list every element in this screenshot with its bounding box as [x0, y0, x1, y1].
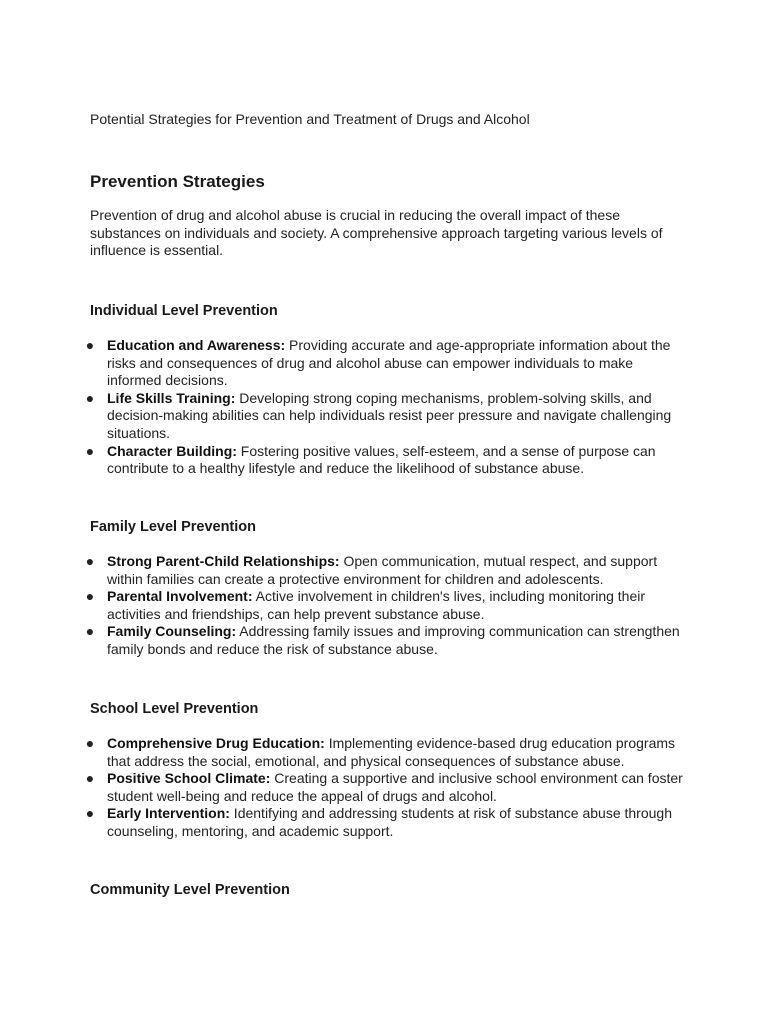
community-level-section — [90, 882, 686, 916]
list-item — [85, 770, 686, 805]
list-item-term: Family Counseling: — [107, 623, 237, 640]
list-item — [85, 588, 686, 623]
list-item — [85, 805, 686, 840]
list-item — [85, 442, 686, 478]
section-heading: Family Level Prevention — [90, 519, 257, 535]
list-item — [85, 389, 686, 443]
document-title: Potential Strategies for Prevention and Treatment of Drugs and Alcohol — [90, 111, 530, 127]
bullet-list — [85, 735, 686, 841]
bullet-icon: ● — [85, 735, 95, 751]
list-item-term: Strong Parent-Child Relationships: — [107, 553, 340, 569]
list-item — [85, 735, 686, 770]
section-heading: Community Level Prevention — [90, 882, 290, 898]
list-item-text: Implementing evidence-based drug education programs that address the social, emotional, and physical consequences of substance abuse. — [107, 735, 676, 769]
bullet-list — [85, 337, 686, 478]
list-item-text: Identifying and addressing students at risk of substance abuse through counseling, mentoring, and academic support. — [107, 805, 672, 839]
individual-level-section — [85, 303, 686, 478]
list-item-term: Life Skills Training: — [107, 389, 236, 406]
bullet-icon: ● — [85, 805, 95, 822]
list-item-term: Parental Involvement: — [107, 588, 253, 605]
list-item-text: Developing strong coping mechanisms, problem-solving skills, and decision-making abilities can help individuals resist peer pressure and navigate challenging situations. — [107, 389, 672, 441]
bullet-icon: ● — [85, 623, 95, 640]
bullet-list — [85, 553, 686, 659]
bullet-icon: ● — [85, 770, 95, 787]
list-item-term: Character Building: — [107, 442, 237, 459]
family-level-section — [85, 519, 686, 659]
list-item-text: Active involvement in children's lives, including monitoring their activities and friendships, can help prevent substance abuse. — [107, 588, 646, 622]
section-heading: Individual Level Prevention — [90, 303, 278, 319]
list-item — [85, 337, 686, 390]
list-item-term: Early Intervention: — [107, 805, 230, 822]
bullet-icon: ● — [85, 553, 95, 569]
list-item-text: Creating a supportive and inclusive school environment can foster student well-being and reduce the appeal of drugs and alcohol. — [107, 770, 683, 804]
school-level-section — [85, 701, 686, 841]
bullet-icon: ● — [85, 389, 95, 406]
bullet-icon: ● — [85, 337, 95, 353]
list-item-term: Positive School Climate: — [107, 770, 271, 787]
bullet-icon: ● — [85, 588, 95, 605]
list-item-text: Providing accurate and age-appropriate information about the risks and consequences of drug and alcohol abuse can empower individuals to make informed decisions. — [107, 337, 671, 389]
bullet-icon: ● — [85, 442, 95, 459]
list-item — [85, 623, 686, 658]
intro-paragraph: Prevention of drug and alcohol abuse is crucial in reducing the overall impact of these substances on individuals and society. A comprehensive approach targeting various levels of influence is essential. — [90, 207, 663, 259]
section-heading: School Level Prevention — [90, 701, 259, 717]
list-item-term: Comprehensive Drug Education: — [107, 735, 325, 751]
list-item — [85, 553, 686, 588]
list-item-term: Education and Awareness: — [107, 337, 286, 353]
list-item-text: Addressing family issues and improving communication can strengthen family bonds and reduce the risk of substance abuse. — [107, 623, 680, 657]
list-item-text: Fostering positive values, self-esteem, and a sense of purpose can contribute to a healthy lifestyle and reduce the likelihood of substance abuse. — [107, 442, 656, 477]
list-item-text: Open communication, mutual respect, and support within families can create a protective environment for children and adolescents. — [107, 553, 658, 587]
prevention-strategies-heading: Prevention Strategies — [90, 172, 265, 191]
